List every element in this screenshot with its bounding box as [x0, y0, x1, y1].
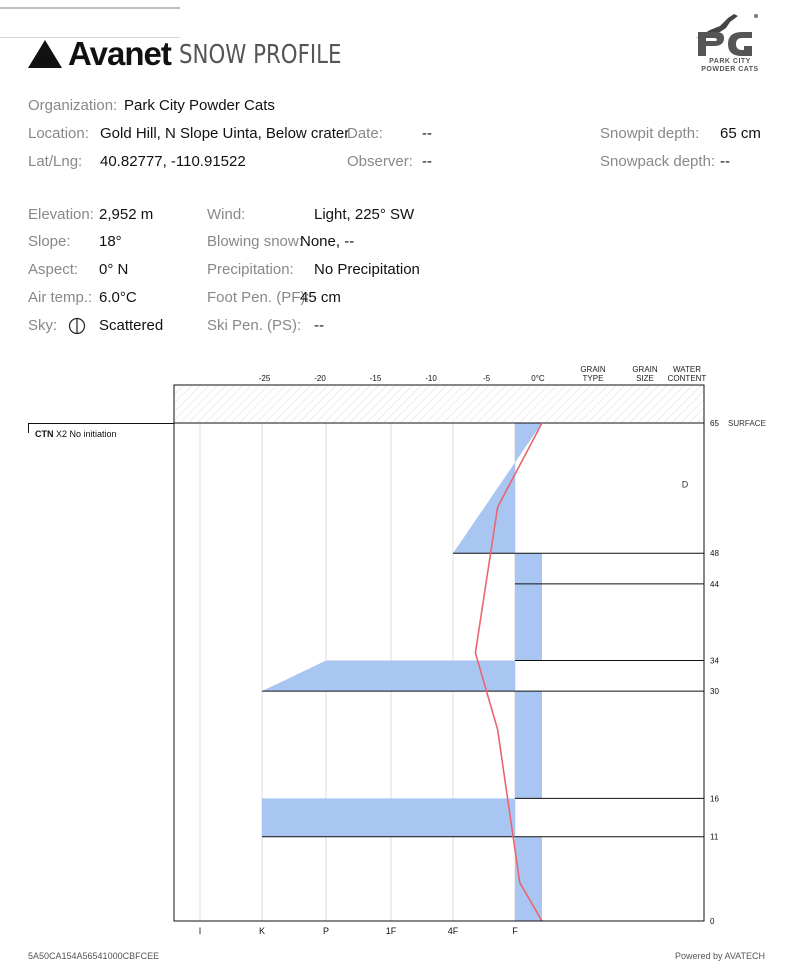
precipitation-value: No Precipitation — [314, 261, 420, 278]
air-temp-value: 6.0°C — [99, 289, 137, 306]
layer-boundaries — [174, 423, 704, 837]
aspect-label: Aspect: — [28, 261, 79, 278]
water-content-0: D — [681, 479, 689, 490]
ski-pen-value: -- — [314, 317, 324, 334]
foot-pen-label: Foot Pen. (PF): — [207, 289, 310, 306]
hardness-label-4F: 4F — [447, 926, 459, 936]
test-result-code: CTN — [35, 429, 54, 439]
grain-type-header-line-2: TYPE — [582, 374, 604, 383]
snowpack-depth-value: -- — [720, 153, 730, 170]
elevation-value: 2,952 m — [99, 206, 154, 223]
depth-label-11: 11 — [710, 832, 719, 842]
sky-value: Scattered — [99, 317, 164, 334]
precipitation-label: Precipitation: — [207, 261, 294, 278]
footer-powered: Powered by AVATECH — [674, 951, 765, 961]
hardness-label-P: P — [322, 926, 330, 936]
partner-logo-text-2: POWDER CATS — [701, 66, 759, 73]
hardness-label-I: I — [198, 926, 202, 936]
wind-value: Light, 225° SW — [314, 206, 415, 223]
organization-value: Park City Powder Cats — [124, 97, 275, 114]
brand-subtitle: SNOW PROFILE — [178, 40, 342, 70]
surface-label: SURFACE — [728, 419, 766, 428]
partner-logo-text-1: PARK CITY — [709, 58, 751, 65]
snowpit-depth-label: Snowpit depth: — [600, 125, 700, 142]
blowing-snow-label: Blowing snow: — [207, 233, 303, 250]
sky-label: Sky: — [28, 317, 58, 334]
ski-pen-label: Ski Pen. (PS): — [207, 317, 302, 334]
hardness-label-F: F — [512, 926, 518, 936]
temp-tick-2: -15 — [369, 374, 382, 383]
brand-name: Avanet — [68, 35, 171, 72]
water-content-header-line-2: CONTENT — [667, 374, 707, 383]
wind-label: Wind: — [207, 206, 246, 223]
depth-label-44: 44 — [710, 579, 719, 589]
hardness-label-K: K — [258, 926, 266, 936]
slope-label: Slope: — [28, 233, 71, 250]
grain-type-header-line-1: GRAIN — [580, 365, 606, 374]
organization-label: Organization: — [28, 97, 118, 114]
aspect-value: 0° N — [99, 261, 129, 278]
temp-tick-5: 0°C — [531, 374, 545, 383]
foot-pen-value: 45 cm — [300, 289, 341, 306]
location-value: Gold Hill, N Slope Uinta, Below crater — [100, 125, 350, 142]
hardness-label-1F: 1F — [385, 926, 397, 936]
hardness-area — [262, 423, 542, 921]
temp-tick-0: -25 — [258, 374, 271, 383]
depth-label-0: 0 — [710, 917, 715, 926]
grain-size-header-line-1: GRAIN — [632, 365, 658, 374]
depth-label-16: 16 — [710, 794, 719, 804]
water-content-header-line-1: WATER — [673, 365, 701, 374]
depth-label-34: 34 — [710, 656, 719, 666]
air-temp-label: Air temp.: — [28, 289, 93, 306]
latlng-value: 40.82777, -110.91522 — [100, 153, 246, 170]
chart-frame — [174, 385, 704, 921]
test-result-text: X2 No initiation — [56, 429, 117, 439]
temp-tick-3: -10 — [425, 374, 437, 383]
depth-label-30: 30 — [710, 687, 719, 697]
temp-tick-4: -5 — [482, 374, 491, 383]
latlng-label: Lat/Lng: — [28, 153, 83, 170]
temp-tick-1: -20 — [314, 374, 326, 383]
depth-label-48: 48 — [710, 549, 719, 559]
snowpack-depth-label: Snowpack depth: — [600, 153, 716, 170]
elevation-label: Elevation: — [28, 206, 94, 223]
grain-size-header-line-2: SIZE — [636, 374, 654, 383]
hardness-profile — [262, 423, 542, 921]
location-label: Location: — [28, 125, 89, 142]
observer-label: Observer: — [347, 153, 413, 170]
blowing-snow-value: None, -- — [300, 233, 355, 250]
snowpit-depth-value: 65 cm — [720, 125, 761, 142]
footer-id: 5A50CA154A56541000CBFCEE — [28, 951, 160, 961]
date-value: -- — [422, 125, 432, 142]
slope-value: 18° — [99, 233, 122, 250]
air-zone — [174, 385, 704, 423]
observer-value: -- — [422, 153, 432, 170]
date-label: Date: — [347, 125, 383, 142]
axis-labels — [199, 374, 766, 936]
depth-label-65: 65 — [710, 419, 719, 428]
